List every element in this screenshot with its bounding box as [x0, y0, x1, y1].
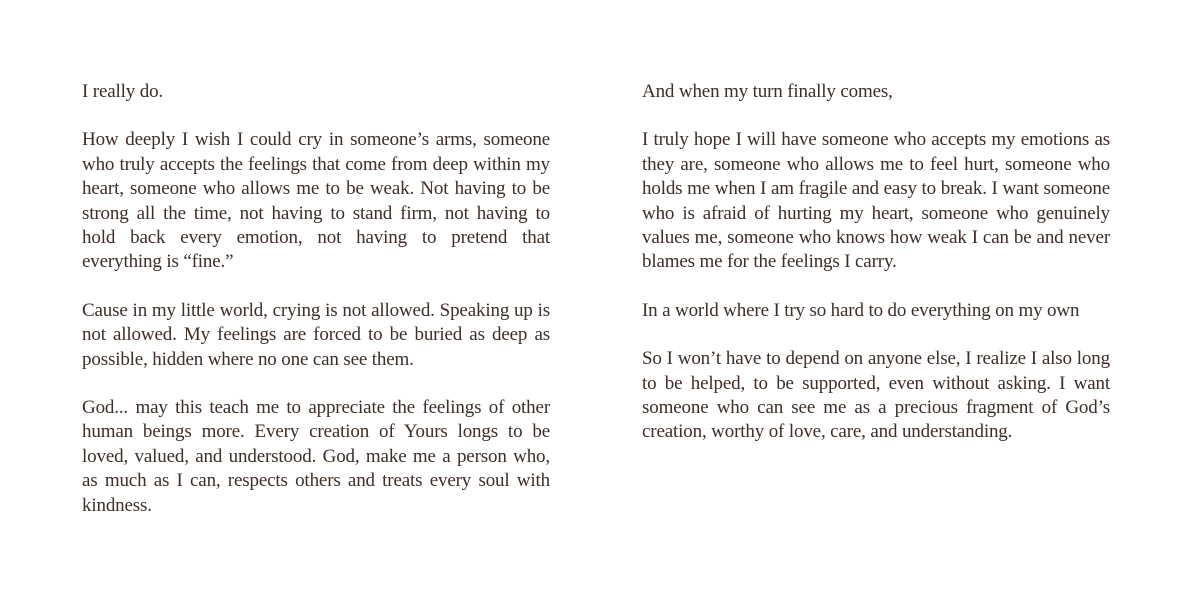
left-text-column [82, 80, 550, 542]
paragraph-hope: I truly hope I will have someone who accepts my emotions as they are, someone who allows me to feel hurt, someone who holds me when I am fragile and easy to break. I want someone who is afraid of hurting my heart, someone who genuinely values me, someone who knows how weak I can be and never blames me for the feelings I carry. [642, 129, 1110, 273]
right-text-column [642, 80, 1110, 469]
paragraph-opening: I really do. [82, 81, 164, 102]
paragraph-longing: So I won’t have to depend on anyone else, I realize I also long to be helped, to be supported, even without asking. I want someone who can see me as a precious fragment of God’s creation, worthy of love, care, and understanding. [642, 348, 1110, 443]
paragraph-my-turn: And when my turn finally comes, [642, 81, 893, 102]
paragraph-little-world: Cause in my little world, crying is not allowed. Speaking up is not allowed. My feelings are forced to be buried as deep as possible, hidden where no one can see them. [82, 299, 550, 370]
paragraph-wish: How deeply I wish I could cry in someone’s arms, someone who truly accepts the feelings that come from deep within my heart, someone who allows me to be weak. Not having to be strong all the time, not having to stand firm, not having to hold back every emotion, not having to pretend that everything is “fine.” [82, 129, 550, 273]
paragraph-world: In a world where I try so hard to do everything on my own [642, 299, 1080, 321]
paragraph-prayer: God... may this teach me to appreciate the feelings of other human beings more. Every creation of Yours longs to be loved, valued, and understood. God, make me a person who, as much as I can, respects others and treats every soul with kindness. [82, 397, 550, 516]
